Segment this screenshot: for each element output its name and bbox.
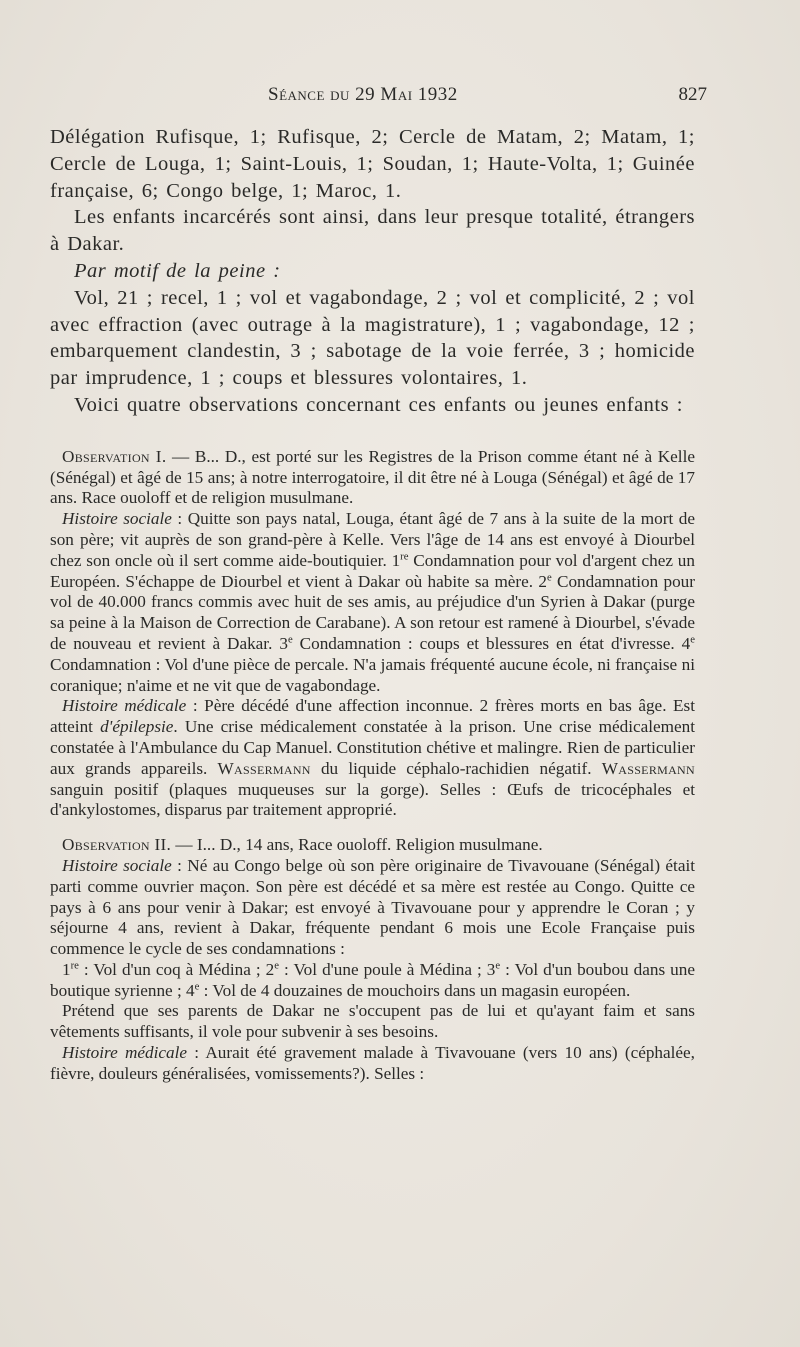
histoire-sociale-label: Histoire sociale — [62, 509, 172, 529]
superscript: re — [400, 551, 409, 563]
histoire-medicale-text: . Une crise médicalement constatée à la prison. Une crise médicalement constatée à l'Ambulance du Cap Manuel. Constitution chétive et malingre. Rien de particulier aux grands appareils. — [50, 717, 695, 778]
observation-2-intro — [50, 835, 695, 856]
running-header — [50, 84, 707, 110]
condamnation-text: : Vol de 4 douzaines de mouchoirs dans un magasin européen. — [199, 980, 631, 1000]
condamnation-text: : Vol d'un coq à Médina ; 2 — [78, 959, 275, 979]
superscript: re — [70, 960, 79, 972]
observation-1-label: Observation I. — [62, 446, 167, 466]
condamnation-text: : Vol d'un boubou dans une boutique syrienne ; 4 — [50, 959, 695, 1000]
paragraph-motifs-list: Vol, 21 ; recel, 1 ; vol et vagabondage, 2 ; vol et complicité, 2 ; vol avec effraction (avec outrage à la magistrature), 1 ; vagabondage, 12 ; embarquement clandestin, 3 ; sabotage de la voie ferrée, 3 ; homicide par imprudence, 1 ; coups et blessures volontaires, 1. — [50, 286, 695, 390]
paragraph-observations-intro: Voici quatre observations concernant ces enfants ou jeunes enfants : — [74, 393, 683, 416]
paragraph-motif-heading: Par motif de la peine : — [74, 259, 281, 282]
wassermann-term: Wassermann — [601, 758, 695, 778]
histoire-medicale-text: sanguin positif (plaques muqueuses sur la gorge). Selles : Œufs de tricocéphales et d'ankylostomes, disparus par traitement approprié. — [50, 779, 695, 820]
observation-2-label: Observation II. — [62, 835, 172, 855]
histoire-medicale-label: Histoire médicale — [62, 696, 187, 716]
observation-2-pretend: Prétend que ses parents de Dakar ne s'occupent pas de lui et qu'ayant faim et sans vêtements suffisants, il vole pour subvenir à ses besoins. — [50, 1001, 695, 1042]
histoire-medicale-label: Histoire médicale — [62, 1043, 187, 1063]
superscript: e — [495, 960, 501, 972]
observation-1-intro — [50, 447, 695, 509]
histoire-medicale-text: : Aurait été gravement malade à Tivavouane (vers 10 ans) (céphalée, fièvre, douleurs généralisées, vomissements?). Selles : — [50, 1043, 695, 1083]
epilepsie-term: d'épilepsie — [100, 717, 174, 737]
observations — [50, 447, 695, 1085]
condamnation-text: : Vol d'une poule à Médina ; 3 — [278, 959, 496, 979]
page-body — [50, 124, 695, 1085]
wassermann-term: Wassermann — [217, 758, 311, 778]
observation-1-histoire-sociale — [50, 509, 695, 696]
paragraph-delegation: Délégation Rufisque, 1; Rufisque, 2; Cercle de Matam, 2; Matam, 1; Cercle de Louga, 1; Saint-Louis, 1; Soudan, 1; Haute-Volta, 1; Guinée française, 6; Congo belge, 1; Maroc, 1. — [50, 126, 695, 202]
observation-2-histoire-sociale — [50, 856, 695, 960]
main-text — [50, 124, 695, 419]
condamnation-number: 1 — [62, 959, 71, 979]
histoire-sociale-text: Condamnation : Vol d'une pièce de percale. N'a jamais fréquenté aucune école, ni française ni coranique; n'aime et ne vit que de vagabondage. — [50, 654, 695, 695]
observation-2-histoire-medicale — [50, 1043, 695, 1085]
header-title: Séance du 29 Mai 1932 — [268, 84, 458, 105]
page-number: 827 — [678, 84, 707, 105]
observation-1-intro-text: — B... D., est porté sur les Registres de la Prison comme étant né à Kelle (Sénégal) et âgé de 15 ans; à notre interrogatoire, il dit être né à Louga (Sénégal) et âgé de 17 ans. Race ouoloff et de religion musulmane. — [50, 446, 695, 508]
observation-2-condamnations — [50, 960, 695, 1002]
superscript: e — [690, 634, 695, 646]
paragraph-incarceres: Les enfants incarcérés sont ainsi, dans leur presque totalité, étrangers à Dakar. — [50, 206, 695, 256]
histoire-sociale-text: : Né au Congo belge où son père originaire de Tivavouane (Sénégal) était parti comme ouvrier maçon. Son père est décédé et sa mère est restée au Congo. Quitte ce pays à 6 ans pour venir à Dakar; est envoyé à Tivavouane pour y apprendre le Coran ; y séjourne 4 ans, revient à Dakar, fréquente pendant 6 mois une Ecole Française puis commence le cycle de ses condamnations : — [50, 855, 696, 959]
histoire-sociale-text: Condamnation : coups et blessures en état d'ivresse. 4 — [292, 633, 691, 653]
superscript: e — [546, 571, 552, 583]
histoire-sociale-text: Condamnation pour vol de 40.000 francs commis avec huit de ses amis, au préjudice d'un Syrien à Dakar (purge sa peine à la Maison de Correction de Carabane). A son retour est ramené à Diourbel, s'évade de nouveau et revient à Dakar. 3 — [50, 571, 695, 653]
histoire-medicale-text: du liquide céphalo-rachidien négatif. — [310, 758, 602, 778]
superscript: e — [287, 634, 293, 646]
observation-2-intro-text: — I... D., 14 ans, Race ouoloff. Religion musulmane. — [171, 835, 543, 855]
histoire-sociale-text: Condamnation pour vol d'argent chez un Européen. S'échappe de Diourbel et vient à Dakar où habite sa mère. 2 — [50, 550, 695, 591]
superscript: e — [274, 960, 279, 972]
superscript: e — [194, 980, 200, 992]
histoire-sociale-label: Histoire sociale — [62, 855, 172, 875]
histoire-sociale-text: : Quitte son pays natal, Louga, étant âgé de 7 ans à la suite de la mort de son père; vit auprès de son grand-père à Kelle. Vers l'âge de 14 ans est envoyé à Diourbel chez son oncle où il sert comme aide-boutiquier. 1 — [50, 509, 695, 570]
histoire-medicale-text: : Père décédé d'une affection inconnue. 2 frères morts en bas âge. Est atteint — [50, 696, 695, 737]
observation-1-histoire-medicale — [50, 696, 695, 821]
